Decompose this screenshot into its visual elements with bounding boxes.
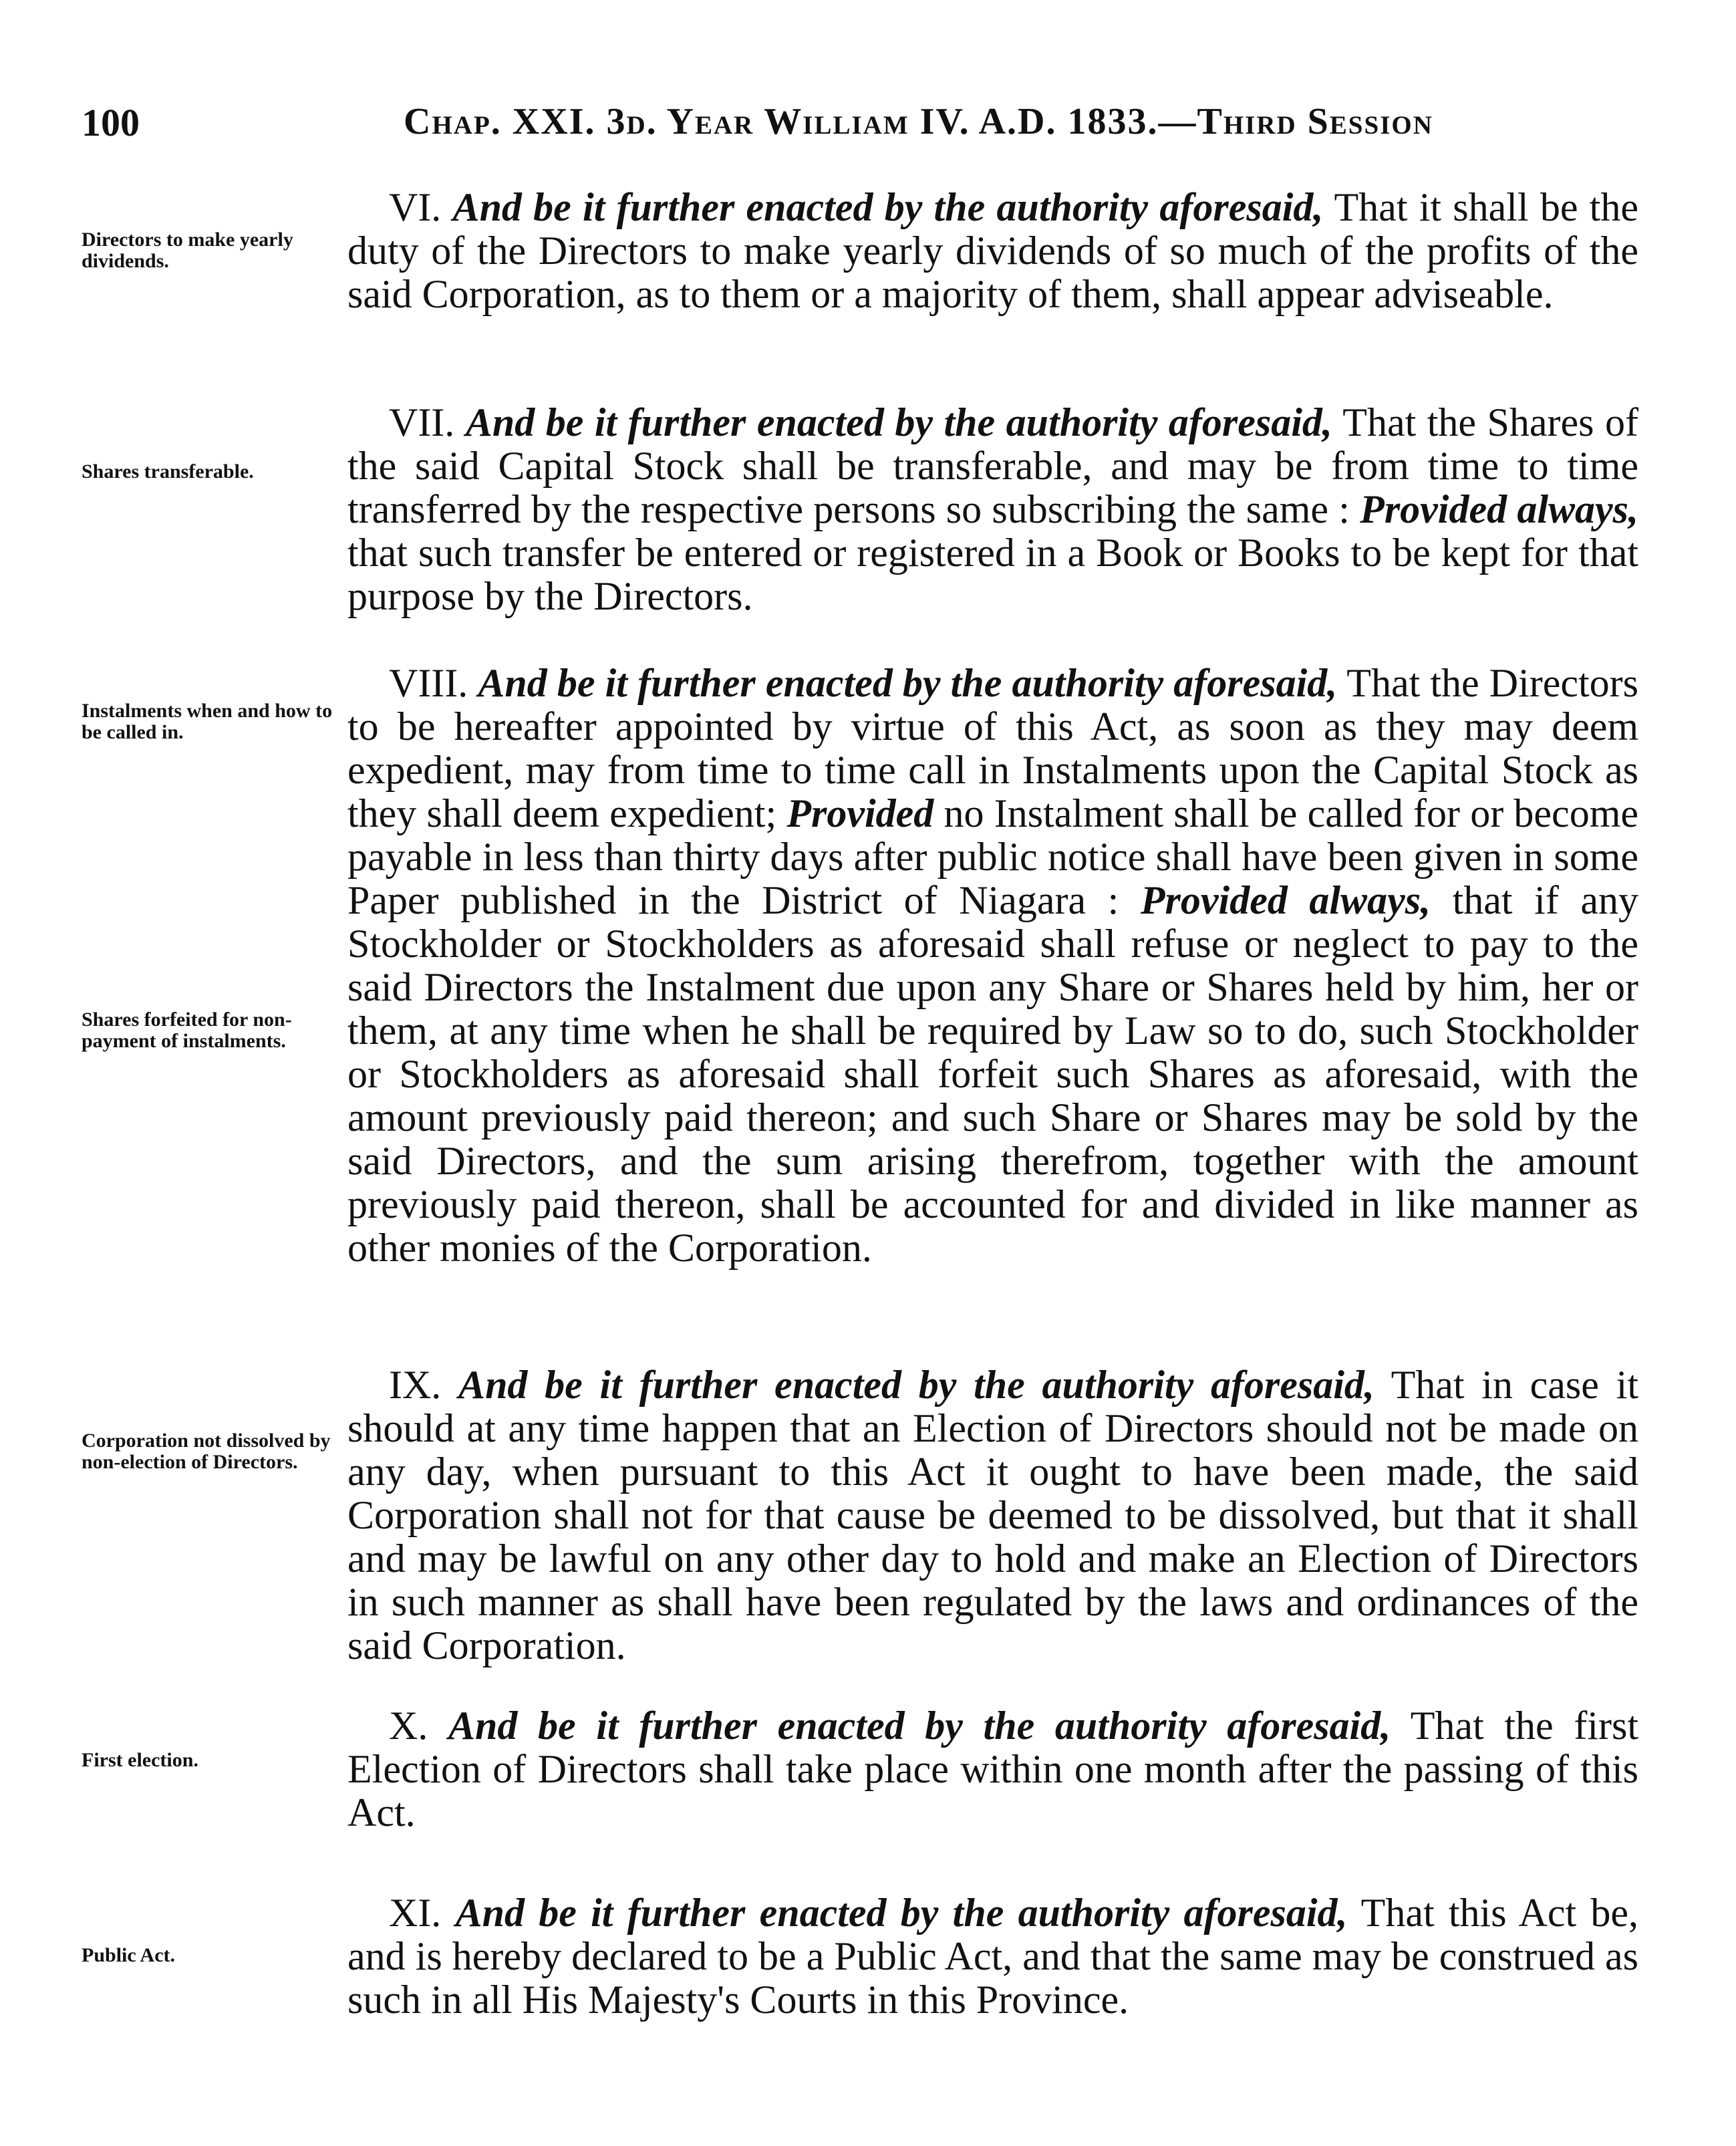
section-text: that such transfer be entered or registered in a Book or Books to be kept for that purpose by the Directors.	[347, 531, 1638, 618]
margin-note-instalments: Instalments when and how to be called in.	[82, 700, 333, 743]
section-x	[347, 1704, 1638, 1835]
proviso: Provided	[786, 791, 934, 835]
section-vi-paragraph	[347, 186, 1638, 316]
proviso: Provided always,	[1360, 487, 1639, 531]
section-text: That this Act be, and is hereby declared to be a Public Act, and that the same may be construed as such in all His Majesty's Courts in this Province.	[347, 1891, 1638, 2022]
running-head: Chap. XXI. 3d. Year William IV. A.D. 1833.—Third Session	[404, 101, 1433, 142]
enacting-formula: And be it further enacted by the authority aforesaid,	[458, 1363, 1375, 1407]
section-viii	[347, 662, 1638, 1270]
section-xi	[347, 1891, 1638, 2022]
margin-note-corporation-not-dissolved: Corporation not dissolved by non-election of Directors.	[82, 1430, 331, 1473]
section-vii-paragraph	[347, 401, 1638, 618]
section-vii	[347, 401, 1638, 618]
page-number: 100	[82, 101, 140, 144]
page-header	[0, 100, 1736, 160]
section-x-paragraph	[347, 1704, 1638, 1835]
section-number: VII.	[389, 400, 455, 444]
section-number: IX.	[389, 1363, 442, 1407]
section-number: VI.	[389, 185, 442, 229]
section-number: X.	[389, 1704, 428, 1748]
section-text: That the first Election of Directors shall take place within one month after the passing of this Act.	[347, 1704, 1638, 1835]
enacting-formula: And be it further enacted by the authority aforesaid,	[465, 400, 1332, 444]
margin-note-public-act: Public Act.	[82, 1944, 175, 1966]
margin-note-shares-forfeited: Shares forfeited for non-payment of instalments.	[82, 1009, 292, 1052]
enacting-formula: And be it further enacted by the authority aforesaid,	[452, 185, 1324, 229]
section-vi	[347, 186, 1638, 316]
proviso: Provided always,	[1140, 878, 1431, 922]
section-text: no Instalment shall be called for or become payable in less than thirty days after public notice shall have been given in some Paper published in the District of Niagara :	[347, 791, 1638, 922]
enacting-formula: And be it further enacted by the authority aforesaid,	[478, 661, 1338, 705]
section-xi-paragraph	[347, 1891, 1638, 2022]
margin-note-directors-dividends: Directors to make yearly dividends.	[82, 229, 293, 272]
section-text: That it shall be the duty of the Directors to make yearly dividends of so much of the profits of the said Corporation, as to them or a majority of them, shall appear adviseable.	[347, 185, 1638, 316]
section-ix-paragraph	[347, 1363, 1638, 1667]
section-text: That the Shares of the said Capital Stock shall be transferable, and may be from time to time transferred by the respective persons so subscribing the same :	[347, 400, 1639, 531]
section-number: XI.	[389, 1891, 442, 1935]
enacting-formula: And be it further enacted by the authority aforesaid,	[455, 1891, 1348, 1935]
section-text: that if any Stockholder or Stockholders as aforesaid shall refuse or neglect to pay to the said Directors the Instalment due upon any Share or Shares held by him, her or them, at any time when he shall be required by Law so to do, such Stockholder or Stockholders as aforesaid shall forfeit such Shares as aforesaid, with the amount previously paid thereon; and such Share or Shares may be sold by the said Directors, and the sum arising therefrom, together with the amount previously paid thereon, shall be accounted for and divided in like manner as other monies of the Corporation.	[347, 878, 1638, 1270]
section-number: VIII.	[389, 661, 468, 705]
section-viii-paragraph	[347, 662, 1638, 1270]
enacting-formula: And be it further enacted by the authority aforesaid,	[448, 1704, 1391, 1748]
section-text: That the Directors to be hereafter appointed by virtue of this Act, as soon as they may deem expedient, may from time to time call in Instalments upon the Capital Stock as they shall deem expedient;	[347, 661, 1638, 835]
margin-note-shares-transferable: Shares transferable.	[82, 460, 254, 483]
section-text: That in case it should at any time happen that an Election of Directors should not be made on any day, when pursuant to this Act it ought to have been made, the said Corporation shall not for that cause be deemed to be dissolved, but that it shall and may be lawful on any other day to hold and make an Election of Directors in such manner as shall have been regulated by the laws and ordinances of the said Corporation.	[347, 1363, 1638, 1667]
margin-note-first-election: First election.	[82, 1749, 198, 1771]
section-ix	[347, 1363, 1638, 1667]
